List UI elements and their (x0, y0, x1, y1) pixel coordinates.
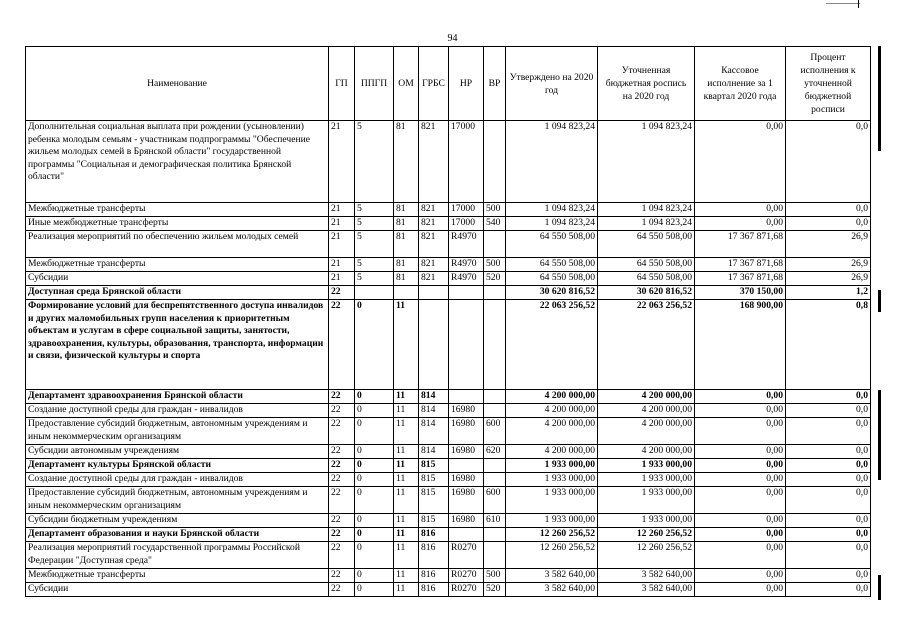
cell-approved: 64 550 508,00 (506, 258, 598, 272)
table-row (26, 390, 871, 404)
cell-om: 81 (394, 272, 419, 286)
cell-refined: 1 933 000,00 (598, 487, 695, 514)
cell-om: 11 (394, 300, 419, 390)
cell-nr: 16980 (449, 473, 484, 487)
cell-percent: 26,9 (786, 272, 871, 286)
cell-cash: 0,00 (695, 487, 786, 514)
header-name: Наименование (26, 47, 329, 121)
cell-om: 81 (394, 121, 419, 203)
cell-approved: 1 094 823,24 (506, 217, 598, 231)
cell-grbs: 816 (419, 542, 449, 569)
cell-om: 11 (394, 473, 419, 487)
cell-nr: 17000 (449, 203, 484, 217)
cell-nr (449, 286, 484, 300)
cell-cash: 0,00 (695, 217, 786, 231)
cell-grbs: 814 (419, 445, 449, 459)
cell-refined: 3 582 640,00 (598, 583, 695, 597)
cell-nr: R4970 (449, 231, 484, 258)
cell-cash: 0,00 (695, 583, 786, 597)
cell-cash: 0,00 (695, 418, 786, 445)
cell-refined: 64 550 508,00 (598, 258, 695, 272)
table-row (26, 418, 871, 445)
cell-grbs: 814 (419, 390, 449, 404)
cell-refined: 3 582 640,00 (598, 569, 695, 583)
header-grbs: ГРБС (419, 47, 449, 121)
cell-approved: 64 550 508,00 (506, 231, 598, 258)
cell-gp: 22 (329, 445, 355, 459)
table-row (26, 528, 871, 542)
cell-om: 11 (394, 459, 419, 473)
cell-cash: 0,00 (695, 390, 786, 404)
cell-nr (449, 300, 484, 390)
cell-refined: 12 260 256,52 (598, 528, 695, 542)
cell-nr: R0270 (449, 583, 484, 597)
cell-percent: 0,0 (786, 445, 871, 459)
cell-cash: 370 150,00 (695, 286, 786, 300)
cell-om: 11 (394, 390, 419, 404)
cell-ppgp: 0 (355, 445, 394, 459)
cell-percent: 0,0 (786, 121, 871, 203)
cell-percent: 26,9 (786, 231, 871, 258)
cell-vr (484, 390, 506, 404)
cell-percent: 26,9 (786, 258, 871, 272)
cell-nr: 16980 (449, 404, 484, 418)
cell-approved: 4 200 000,00 (506, 445, 598, 459)
cell-vr: 520 (484, 272, 506, 286)
top-rule (826, 3, 860, 4)
cell-cash: 0,00 (695, 203, 786, 217)
cell-name: Межбюджетные трансферты (26, 258, 329, 272)
cell-vr (484, 300, 506, 390)
table-row (26, 404, 871, 418)
cell-gp: 21 (329, 231, 355, 258)
cell-ppgp: 0 (355, 418, 394, 445)
cell-gp: 22 (329, 569, 355, 583)
cell-ppgp: 5 (355, 203, 394, 217)
table-row (26, 300, 871, 390)
cell-nr: R0270 (449, 542, 484, 569)
cell-vr (484, 231, 506, 258)
cell-nr (449, 459, 484, 473)
table-row (26, 121, 871, 203)
cell-approved: 4 200 000,00 (506, 418, 598, 445)
cell-ppgp: 0 (355, 473, 394, 487)
cell-cash: 0,00 (695, 459, 786, 473)
cell-grbs: 816 (419, 583, 449, 597)
table-row (26, 487, 871, 514)
cell-percent: 0,8 (786, 300, 871, 390)
cell-cash: 0,00 (695, 514, 786, 528)
cell-grbs: 821 (419, 258, 449, 272)
table-row (26, 272, 871, 286)
cell-ppgp: 5 (355, 258, 394, 272)
cell-gp: 22 (329, 487, 355, 514)
cell-vr (484, 528, 506, 542)
cell-refined: 4 200 000,00 (598, 390, 695, 404)
header-refined: Уточненная бюджетная роспись на 2020 год (598, 47, 695, 121)
cell-grbs: 821 (419, 121, 449, 203)
cell-ppgp: 5 (355, 121, 394, 203)
cell-nr: 16980 (449, 445, 484, 459)
cell-refined: 1 933 000,00 (598, 514, 695, 528)
cell-gp: 21 (329, 272, 355, 286)
cell-nr: R4970 (449, 272, 484, 286)
cell-percent: 1,2 (786, 286, 871, 300)
cell-cash: 17 367 871,68 (695, 231, 786, 258)
cell-approved: 1 933 000,00 (506, 459, 598, 473)
cell-vr (484, 121, 506, 203)
cell-percent: 0,0 (786, 514, 871, 528)
cell-nr: 16980 (449, 514, 484, 528)
cell-name: Межбюджетные трансферты (26, 569, 329, 583)
cell-nr: 17000 (449, 217, 484, 231)
header-approved: Утверждено на 2020 год (506, 47, 598, 121)
cell-name: Департамент здравоохранения Брянской области (26, 390, 329, 404)
table-row (26, 286, 871, 300)
cell-nr: R4970 (449, 258, 484, 272)
cell-name: Реализация мероприятий по обеспечению жильем молодых семей (26, 231, 329, 258)
cell-name: Дополнительная социальная выплата при рождении (усыновлении) ребенка молодым семьям - участникам подпрограммы "Обеспечение жильем молодых семей в Брянской области" государственной программы "Социальная и демографическая политика Брянской области" (26, 121, 329, 203)
cell-om: 11 (394, 569, 419, 583)
cell-approved: 30 620 816,52 (506, 286, 598, 300)
cell-approved: 1 094 823,24 (506, 121, 598, 203)
cell-approved: 12 260 256,52 (506, 542, 598, 569)
table-row (26, 258, 871, 272)
cell-refined: 4 200 000,00 (598, 445, 695, 459)
cell-om: 11 (394, 445, 419, 459)
cell-name: Предоставление субсидий бюджетным, автономным учреждениям и иным некоммерческим организациям (26, 487, 329, 514)
cell-ppgp (355, 286, 394, 300)
cell-ppgp: 5 (355, 231, 394, 258)
cell-refined: 1 933 000,00 (598, 473, 695, 487)
cell-gp: 22 (329, 473, 355, 487)
cell-name: Департамент образования и науки Брянской области (26, 528, 329, 542)
cell-ppgp: 0 (355, 459, 394, 473)
cell-name: Департамент культуры Брянской области (26, 459, 329, 473)
cell-gp: 22 (329, 404, 355, 418)
cell-vr: 600 (484, 418, 506, 445)
cell-ppgp: 0 (355, 542, 394, 569)
cell-name: Субсидии (26, 272, 329, 286)
table-header-row (26, 47, 871, 121)
cell-om: 11 (394, 542, 419, 569)
cell-om: 81 (394, 217, 419, 231)
cell-refined: 4 200 000,00 (598, 404, 695, 418)
cell-percent: 0,0 (786, 473, 871, 487)
cell-grbs: 815 (419, 473, 449, 487)
cell-gp: 21 (329, 203, 355, 217)
cell-vr: 600 (484, 487, 506, 514)
margin-bar (878, 290, 881, 312)
cell-grbs: 821 (419, 272, 449, 286)
cell-refined: 1 933 000,00 (598, 459, 695, 473)
cell-cash: 0,00 (695, 121, 786, 203)
cell-name: Доступная среда Брянской области (26, 286, 329, 300)
cell-ppgp: 0 (355, 583, 394, 597)
cell-vr: 610 (484, 514, 506, 528)
cell-refined: 1 094 823,24 (598, 203, 695, 217)
table-row (26, 583, 871, 597)
cell-cash: 17 367 871,68 (695, 258, 786, 272)
cell-gp: 22 (329, 418, 355, 445)
cell-percent: 0,0 (786, 528, 871, 542)
cell-percent: 0,0 (786, 487, 871, 514)
cell-om (394, 286, 419, 300)
cell-percent: 0,0 (786, 459, 871, 473)
cell-approved: 3 582 640,00 (506, 583, 598, 597)
cell-ppgp: 5 (355, 272, 394, 286)
cell-percent: 0,0 (786, 542, 871, 569)
table-row (26, 459, 871, 473)
cell-ppgp: 0 (355, 390, 394, 404)
cell-om: 81 (394, 231, 419, 258)
cell-cash: 0,00 (695, 528, 786, 542)
cell-om: 11 (394, 418, 419, 445)
cell-om: 11 (394, 487, 419, 514)
header-ppgp: ППГП (355, 47, 394, 121)
budget-table (25, 46, 871, 597)
cell-gp: 22 (329, 528, 355, 542)
cell-approved: 1 094 823,24 (506, 203, 598, 217)
cell-vr: 620 (484, 445, 506, 459)
cell-cash: 17 367 871,68 (695, 272, 786, 286)
cell-nr: R0270 (449, 569, 484, 583)
cell-name: Создание доступной среды для граждан - инвалидов (26, 473, 329, 487)
cell-gp: 22 (329, 459, 355, 473)
cell-cash: 0,00 (695, 404, 786, 418)
cell-vr (484, 459, 506, 473)
cell-vr (484, 542, 506, 569)
cell-om: 11 (394, 404, 419, 418)
cell-grbs (419, 300, 449, 390)
cell-name: Создание доступной среды для граждан - инвалидов (26, 404, 329, 418)
corner-mark (858, 0, 859, 8)
cell-om: 11 (394, 514, 419, 528)
cell-grbs: 814 (419, 418, 449, 445)
table-row (26, 514, 871, 528)
cell-ppgp: 0 (355, 528, 394, 542)
cell-approved: 1 933 000,00 (506, 473, 598, 487)
cell-cash: 0,00 (695, 569, 786, 583)
cell-grbs: 815 (419, 514, 449, 528)
cell-name: Реализация мероприятий государственной программы Российской Федерации "Доступная среда" (26, 542, 329, 569)
cell-name: Субсидии (26, 583, 329, 597)
cell-grbs: 821 (419, 231, 449, 258)
cell-refined: 1 094 823,24 (598, 217, 695, 231)
margin-bar (878, 575, 881, 600)
cell-cash: 0,00 (695, 473, 786, 487)
cell-om: 11 (394, 528, 419, 542)
cell-name: Предоставление субсидий бюджетным, автономным учреждениям и иным некоммерческим организациям (26, 418, 329, 445)
cell-ppgp: 0 (355, 404, 394, 418)
cell-approved: 4 200 000,00 (506, 404, 598, 418)
cell-refined: 30 620 816,52 (598, 286, 695, 300)
cell-approved: 22 063 256,52 (506, 300, 598, 390)
cell-vr: 500 (484, 569, 506, 583)
header-gp: ГП (329, 47, 355, 121)
cell-refined: 22 063 256,52 (598, 300, 695, 390)
cell-approved: 64 550 508,00 (506, 272, 598, 286)
page-number: 94 (447, 33, 458, 44)
cell-nr (449, 528, 484, 542)
cell-nr: 16980 (449, 487, 484, 514)
cell-percent: 0,0 (786, 418, 871, 445)
margin-bar (878, 46, 881, 151)
table-row (26, 473, 871, 487)
cell-vr: 540 (484, 217, 506, 231)
cell-name: Субсидии автономным учреждениям (26, 445, 329, 459)
cell-gp: 22 (329, 300, 355, 390)
cell-percent: 0,0 (786, 404, 871, 418)
cell-gp: 21 (329, 121, 355, 203)
cell-gp: 22 (329, 583, 355, 597)
cell-om: 81 (394, 258, 419, 272)
margin-bar (878, 390, 881, 480)
cell-refined: 1 094 823,24 (598, 121, 695, 203)
cell-gp: 22 (329, 542, 355, 569)
cell-percent: 0,0 (786, 390, 871, 404)
cell-approved: 4 200 000,00 (506, 390, 598, 404)
header-om: ОМ (394, 47, 419, 121)
cell-name: Иные межбюджетные трансферты (26, 217, 329, 231)
cell-name: Межбюджетные трансферты (26, 203, 329, 217)
cell-name: Субсидии бюджетным учреждениям (26, 514, 329, 528)
cell-approved: 3 582 640,00 (506, 569, 598, 583)
cell-vr (484, 404, 506, 418)
cell-gp: 22 (329, 286, 355, 300)
cell-om: 11 (394, 583, 419, 597)
cell-approved: 12 260 256,52 (506, 528, 598, 542)
cell-vr: 500 (484, 203, 506, 217)
table-row (26, 445, 871, 459)
cell-percent: 0,0 (786, 217, 871, 231)
cell-grbs: 815 (419, 487, 449, 514)
cell-om: 81 (394, 203, 419, 217)
cell-approved: 1 933 000,00 (506, 487, 598, 514)
header-vr: ВР (484, 47, 506, 121)
cell-vr: 500 (484, 258, 506, 272)
cell-refined: 64 550 508,00 (598, 231, 695, 258)
cell-nr: 17000 (449, 121, 484, 203)
cell-gp: 22 (329, 390, 355, 404)
table-row (26, 203, 871, 217)
cell-grbs: 821 (419, 203, 449, 217)
cell-nr: 16980 (449, 418, 484, 445)
cell-percent: 0,0 (786, 583, 871, 597)
cell-grbs: 814 (419, 404, 449, 418)
cell-ppgp: 5 (355, 217, 394, 231)
cell-approved: 1 933 000,00 (506, 514, 598, 528)
header-percent: Процент исполнения к уточненной бюджетной росписи (786, 47, 871, 121)
cell-nr (449, 390, 484, 404)
cell-grbs: 816 (419, 569, 449, 583)
cell-gp: 21 (329, 258, 355, 272)
cell-grbs: 815 (419, 459, 449, 473)
header-cash: Кассовое исполнение за 1 квартал 2020 года (695, 47, 786, 121)
cell-refined: 64 550 508,00 (598, 272, 695, 286)
cell-vr (484, 286, 506, 300)
cell-refined: 12 260 256,52 (598, 542, 695, 569)
cell-vr (484, 473, 506, 487)
cell-percent: 0,0 (786, 203, 871, 217)
table-row (26, 217, 871, 231)
cell-ppgp: 0 (355, 569, 394, 583)
cell-gp: 21 (329, 217, 355, 231)
cell-cash: 0,00 (695, 542, 786, 569)
table-body (26, 121, 871, 597)
cell-cash: 168 900,00 (695, 300, 786, 390)
table-row (26, 569, 871, 583)
cell-ppgp: 0 (355, 514, 394, 528)
cell-grbs (419, 286, 449, 300)
cell-grbs: 816 (419, 528, 449, 542)
cell-ppgp: 0 (355, 487, 394, 514)
cell-percent: 0,0 (786, 569, 871, 583)
cell-grbs: 821 (419, 217, 449, 231)
cell-cash: 0,00 (695, 445, 786, 459)
cell-name: Формирование условий для беспрепятственного доступа инвалидов и других маломобильных групп населения к приоритетным объектам и услугам в сфере социальной защиты, занятости, здравоохранения, культуры, образования, транспорта, информации и связи, физической культуры и спорта (26, 300, 329, 390)
cell-refined: 4 200 000,00 (598, 418, 695, 445)
cell-vr: 520 (484, 583, 506, 597)
cell-ppgp: 0 (355, 300, 394, 390)
header-nr: НР (449, 47, 484, 121)
table-row (26, 542, 871, 569)
cell-gp: 22 (329, 514, 355, 528)
table-row (26, 231, 871, 258)
